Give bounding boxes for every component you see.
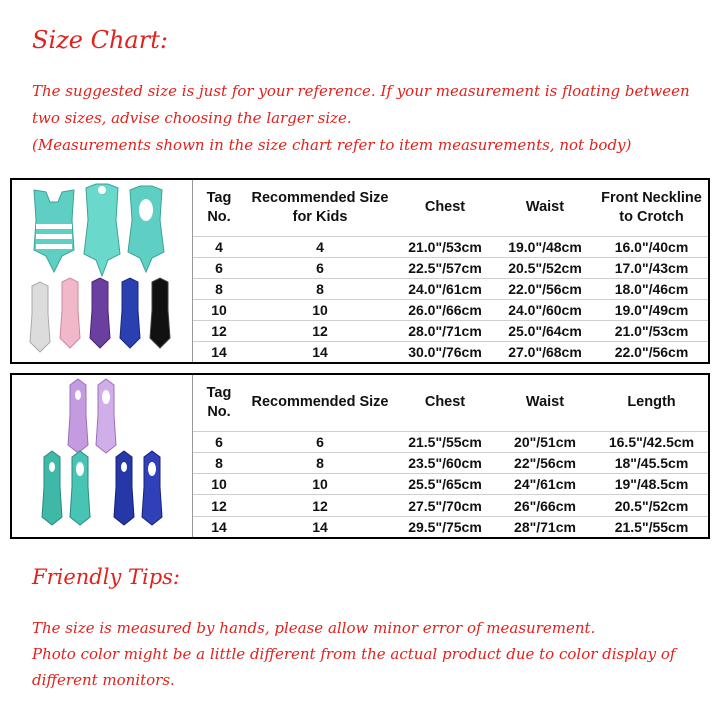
cell: 19.0"/49cm <box>614 301 689 318</box>
cell: 4 <box>215 238 223 255</box>
header-chest: Chest <box>424 394 466 411</box>
blue-leotard-front-image <box>114 451 134 525</box>
cell: 18"/45.5cm <box>614 454 689 471</box>
cell: 30.0"/76cm <box>408 343 482 360</box>
cell: 12 <box>312 497 328 514</box>
cell: 12 <box>211 497 227 514</box>
cell: 14 <box>211 343 227 360</box>
pink-leotard-image <box>60 278 80 348</box>
cell: 14 <box>211 518 227 535</box>
cell: 21.0"/53cm <box>614 322 689 339</box>
teal-leotard-sequin-image <box>84 184 120 276</box>
cell: 22.5"/57cm <box>408 259 482 276</box>
cell: 14 <box>312 518 328 535</box>
cell: 16.0"/40cm <box>614 238 689 255</box>
size-table-1 <box>193 180 708 362</box>
teal-leotard-front-image <box>34 190 74 272</box>
table-row <box>193 257 708 278</box>
cell: 29.5"/75cm <box>408 518 482 535</box>
product-image-2 <box>12 375 193 537</box>
cell: 25.0"/64cm <box>508 322 582 339</box>
cell: 16.5"/42.5cm <box>608 433 695 450</box>
cell: 25.5"/65cm <box>408 476 482 493</box>
cell: 20"/51cm <box>514 433 576 450</box>
cell: 6 <box>316 259 324 276</box>
table-row <box>193 452 708 473</box>
cell: 12 <box>211 322 227 339</box>
cell: 22.0"/56cm <box>508 280 582 297</box>
cell: 19"/48.5cm <box>614 476 689 493</box>
cell: 10 <box>211 476 227 493</box>
table-row <box>193 236 708 257</box>
page-title: Size Chart: <box>32 26 168 54</box>
cell: 21.0"/53cm <box>408 238 482 255</box>
table-row <box>193 431 708 452</box>
header-recommended-size: Recommended Size <box>251 394 389 411</box>
cell: 8 <box>215 454 223 471</box>
header-neckline-to-crotch: Front Neckline to Crotch <box>601 189 702 225</box>
cell: 27.5"/70cm <box>408 497 482 514</box>
cell: 28.0"/71cm <box>408 322 482 339</box>
teal-leotard-back-image <box>70 451 90 525</box>
cell: 10 <box>211 301 227 318</box>
header-length: Length <box>627 394 676 411</box>
header-recommended-size: Recommended Size for Kids <box>251 189 389 225</box>
teal-leotard-back-image <box>128 186 164 272</box>
cell: 10 <box>312 476 328 493</box>
cell: 22.0"/56cm <box>614 343 689 360</box>
lilac-leotard-front-image <box>68 379 88 453</box>
black-leotard-image <box>150 278 170 348</box>
cell: 21.5"/55cm <box>408 433 482 450</box>
cell: 24.0"/61cm <box>408 280 482 297</box>
cell: 6 <box>215 433 223 450</box>
table-row <box>193 474 708 495</box>
silver-leotard-image <box>30 282 50 352</box>
lilac-leotard-back-image <box>96 379 116 453</box>
cell: 8 <box>316 280 324 297</box>
cell: 10 <box>312 301 328 318</box>
table-row <box>193 516 708 537</box>
cell: 26"/66cm <box>514 497 576 514</box>
cell: 21.5"/55cm <box>614 518 689 535</box>
tip-color-text: Photo color might be a little different from the actual product due to color display of different monitors. <box>32 645 676 689</box>
table-row <box>193 299 708 320</box>
blue-leotard-image <box>120 278 140 348</box>
cell: 22"/56cm <box>514 454 576 471</box>
header-tag-no: Tag No. <box>206 189 232 225</box>
cell: 19.0"/48cm <box>508 238 582 255</box>
table-row <box>193 341 708 362</box>
size-notes <box>32 78 712 159</box>
tips-text <box>32 615 702 693</box>
header-chest: Chest <box>424 199 466 216</box>
cell: 8 <box>215 280 223 297</box>
tip-measurement-text: The size is measured by hands, please allow minor error of measurement. <box>32 619 596 637</box>
cell: 24"/61cm <box>514 476 576 493</box>
cell: 12 <box>312 322 328 339</box>
cell: 4 <box>316 238 324 255</box>
purple-leotard-image <box>90 278 110 348</box>
blue-leotard-back-image <box>142 451 162 525</box>
table-row <box>193 278 708 299</box>
measurement-note-text: (Measurements shown in the size chart refer to item measurements, not body) <box>32 136 632 154</box>
header-waist: Waist <box>525 199 565 216</box>
size-advice-text: The suggested size is just for your reference. If your measurement is floating between two sizes, advise choosing the larger size. <box>32 82 690 127</box>
size-table-2 <box>193 375 708 537</box>
cell: 24.0"/60cm <box>508 301 582 318</box>
header-tag-no: Tag No. <box>206 384 232 420</box>
size-chart-table-1 <box>10 178 710 364</box>
cell: 14 <box>312 343 328 360</box>
size-chart-table-2 <box>10 373 710 539</box>
tips-title: Friendly Tips: <box>32 565 180 589</box>
cell: 8 <box>316 454 324 471</box>
header-waist: Waist <box>525 394 565 411</box>
table-row <box>193 320 708 341</box>
teal-leotard-front-image <box>42 451 62 525</box>
cell: 28"/71cm <box>514 518 576 535</box>
cell: 6 <box>215 259 223 276</box>
cell: 23.5"/60cm <box>408 454 482 471</box>
cell: 26.0"/66cm <box>408 301 482 318</box>
cell: 17.0"/43cm <box>614 259 689 276</box>
cell: 6 <box>316 433 324 450</box>
cell: 20.5"/52cm <box>614 497 689 514</box>
table-row <box>193 495 708 516</box>
cell: 20.5"/52cm <box>508 259 582 276</box>
cell: 18.0"/46cm <box>614 280 689 297</box>
product-image-1 <box>12 180 193 362</box>
cell: 27.0"/68cm <box>508 343 582 360</box>
